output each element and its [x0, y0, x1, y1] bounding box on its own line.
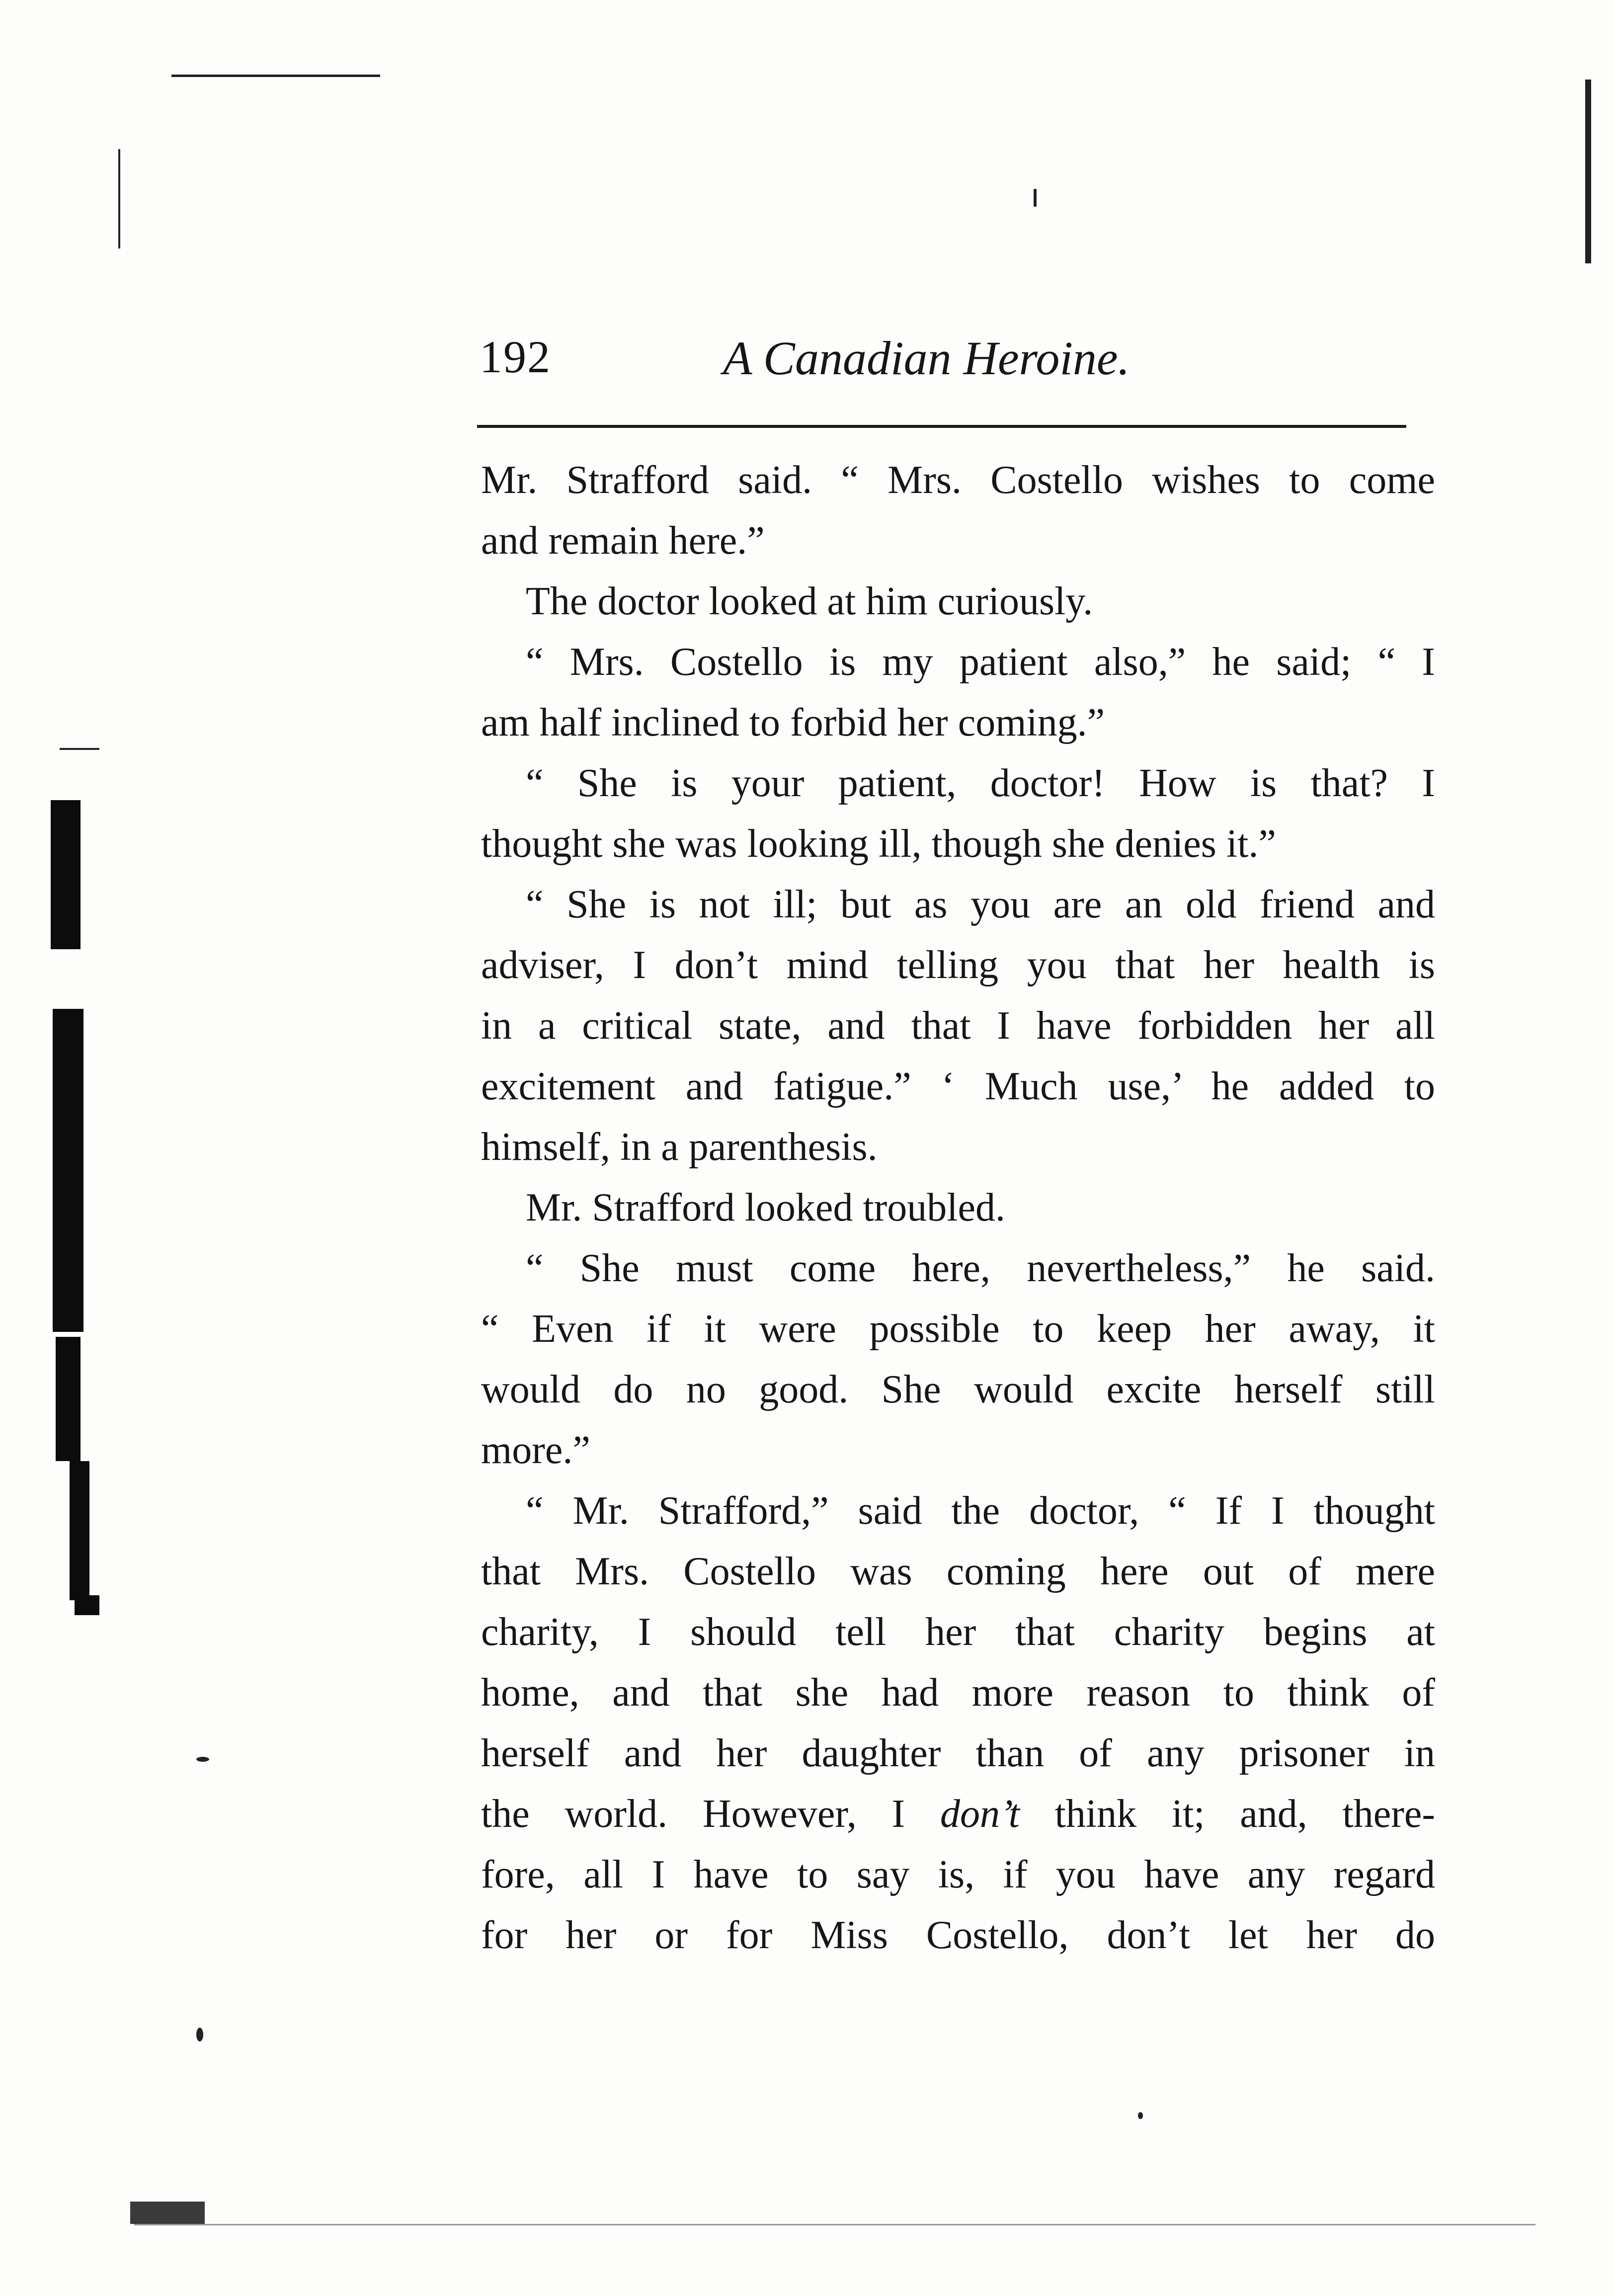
- page-number: 192: [480, 331, 551, 382]
- header-rule: [477, 425, 1406, 428]
- right-edge-bar: [1585, 80, 1591, 263]
- book-title: A Canadian Heroine.: [723, 331, 1130, 385]
- text-line: charity, I should tell her that charity begins at: [481, 1610, 1435, 1654]
- text-line: Mr. Strafford said. “ Mrs. Costello wishes to come: [481, 458, 1435, 502]
- text-line: am half inclined to forbid her coming.”: [481, 701, 1105, 744]
- scan-speck: [196, 2028, 203, 2042]
- text-line: “ She is not ill; but as you are an old friend and: [526, 883, 1435, 926]
- text-run: think it; and, there-: [1054, 1792, 1436, 1836]
- text-line: “ Mrs. Costello is my patient also,” he said; “ I: [526, 640, 1435, 684]
- text-line: excitement and fatigue.” ‘ Much use,’ he added to: [481, 1065, 1435, 1108]
- text-line: in a critical state, and that I have forbidden her all: [481, 1004, 1435, 1048]
- text-line: “ She is your patient, doctor! How is that? I: [526, 761, 1435, 805]
- italic-emphasis: don’t: [940, 1792, 1020, 1836]
- bottom-left-smudge: [130, 2202, 205, 2224]
- text-line: would do no good. She would excite herself still: [481, 1368, 1435, 1411]
- text-line: and remain here.”: [481, 519, 765, 563]
- binding-shadow: [46, 800, 105, 1784]
- scan-speck: [196, 1757, 209, 1762]
- text-line: The doctor looked at him curiously.: [526, 579, 1093, 623]
- left-edge-line: [118, 149, 120, 248]
- text-line: more.”: [481, 1428, 590, 1472]
- text-line: home, and that she had more reason to think of: [481, 1671, 1435, 1715]
- text-line: Mr. Strafford looked troubled.: [526, 1186, 1006, 1230]
- text-line: herself and her daughter than of any prisoner in: [481, 1731, 1435, 1775]
- bottom-edge-noise: [134, 2224, 1535, 2225]
- text-line: “ Mr. Strafford,” said the doctor, “ If I thought: [526, 1489, 1435, 1533]
- text-line: that Mrs. Costello was coming here out of mere: [481, 1550, 1435, 1593]
- scan-speck: [1138, 2112, 1143, 2119]
- running-head: [480, 321, 1414, 390]
- text-line: himself, in a parenthesis.: [481, 1125, 878, 1169]
- text-line: thought she was looking ill, though she denies it.”: [481, 822, 1276, 866]
- text-line: “ She must come here, nevertheless,” he said.: [526, 1246, 1435, 1290]
- text-line-mixed: [481, 1784, 1435, 1844]
- text-line: fore, all I have to say is, if you have any regard: [481, 1853, 1435, 1896]
- text-line: “ Even if it were possible to keep her away, it: [481, 1307, 1435, 1351]
- body-text: [481, 450, 1435, 1966]
- text-line: for her or for Miss Costello, don’t let her do: [481, 1913, 1435, 1957]
- text-run: the world. However, I: [481, 1792, 905, 1836]
- top-edge-mark: [171, 75, 380, 77]
- text-line: adviser, I don’t mind telling you that her health is: [481, 943, 1435, 987]
- left-edge-dash: [60, 748, 99, 750]
- scan-speck: [1034, 189, 1037, 207]
